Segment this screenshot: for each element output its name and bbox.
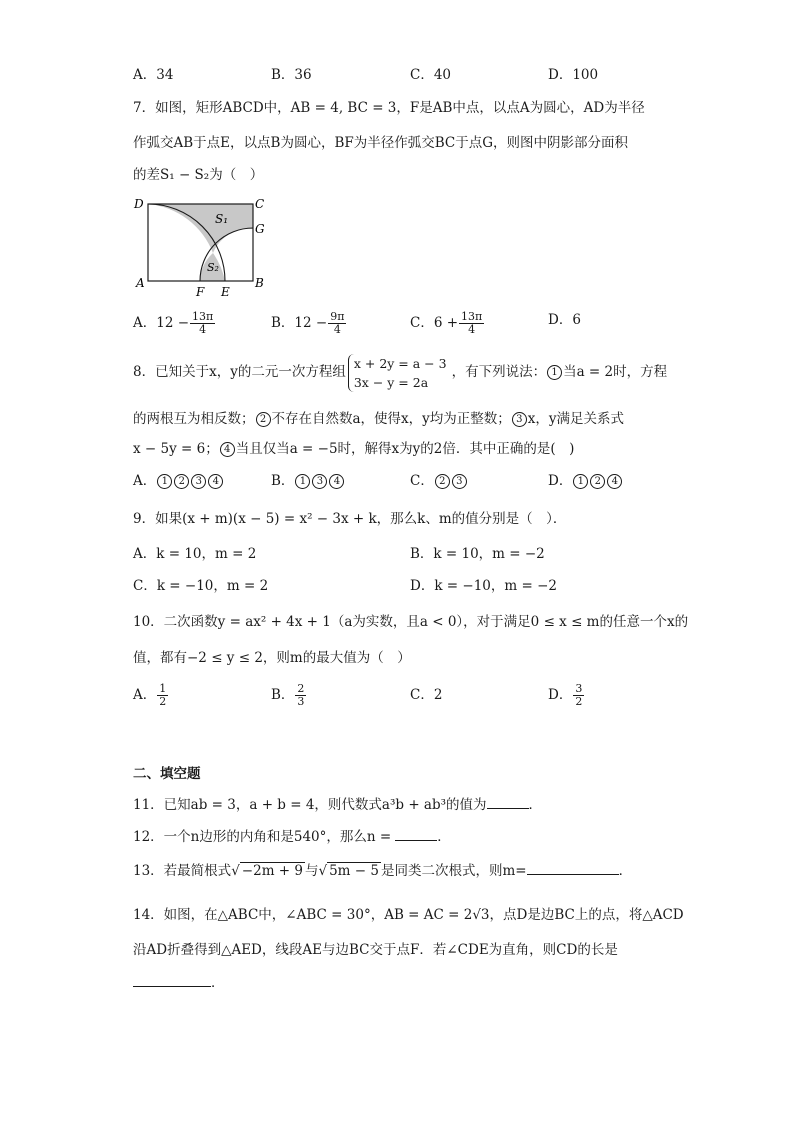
q6-option-c: C．40	[410, 67, 452, 83]
q10-option-a: A． $\frac{1}{2}$	[133, 682, 167, 708]
q8-option-a: A． 1 2 3 4	[133, 472, 224, 490]
label-c: C	[255, 197, 265, 211]
q13-answer-blank[interactable]	[527, 862, 619, 875]
q6-option-a: A．34	[133, 67, 174, 83]
q9-option-c: C．k = −10，m = 2	[133, 578, 269, 594]
q7-option-b: B．12 − $\frac{9\pi}{4}$	[271, 310, 345, 336]
q11-answer-blank[interactable]	[487, 796, 529, 809]
label-s2: S₂	[207, 261, 219, 274]
q13-stem: 13．若最简根式√ −2m + 9 与√ 5m − 5 是同类二次根式，则m= ．	[133, 863, 633, 879]
q8-stem-line-3: x − 5y = 6； 4 当且仅当a = −5时，解得x为y的2倍．其中正确的是( )	[133, 441, 575, 457]
label-a: A	[136, 276, 145, 290]
q14-stem-line-3: ．	[133, 974, 225, 992]
q14-stem-line-1: 14．如图，在△ABC中，∠ABC = 30°，AB = AC = 2√3，点D是边BC上的点，将△ACD	[133, 907, 684, 923]
q8-option-d: D． 1 2 4	[548, 472, 623, 490]
q8-stem-line-1: 8．已知关于x，y的二元一次方程组 x + 2y = a − 3 3x − y = 2a ，有下列说法： 1 当a = 2时，方程	[133, 355, 668, 390]
label-d: D	[134, 197, 144, 211]
q9-stem: 9．如果(x + m)(x − 5) = x² − 3x + k，那么k、m的值分别是（ ）．	[133, 511, 567, 527]
q8-stem-line-2: 的两根互为相反数； 2 不存在自然数a，使得x，y均为正整数； 3 x，y满足关系式	[133, 411, 625, 427]
q12-stem: 12．一个n边形的内角和是540°，那么n = ．	[133, 829, 451, 845]
q14-stem-line-2: 沿AD折叠得到△AED，线段AE与边BC交于点F．若∠CDE为直角，则CD的长是	[133, 942, 618, 958]
q10-option-b: B． $\frac{2}{3}$	[271, 682, 305, 708]
q11-stem: 11．已知ab = 3，a + b = 4，则代数式a³b + ab³的值为 ．	[133, 797, 543, 813]
q9-option-d: D．k = −10，m = −2	[410, 578, 557, 594]
q7-figure	[133, 195, 273, 297]
q12-answer-blank[interactable]	[395, 828, 437, 841]
label-s1: S₁	[215, 212, 229, 226]
section-title: 二、填空题	[133, 766, 201, 782]
q7-option-a: A．12 − $\frac{13\pi}{4}$	[133, 310, 214, 336]
q6-option-b: B．36	[271, 67, 312, 83]
q9-option-b: B．k = 10，m = −2	[410, 546, 545, 562]
q7-stem-line-2: 作弧交AB于点E，以点B为圆心，BF为半径作弧交BC于点G，则图中阴影部分面积	[133, 135, 629, 151]
q6-option-d: D．100	[548, 67, 599, 83]
shaded-region-s1	[148, 204, 253, 253]
q10-stem-line-2: 值，都有−2 ≤ y ≤ 2，则m的最大值为（ ）	[133, 650, 411, 666]
q10-option-d: D． $\frac{3}{2}$	[548, 682, 583, 708]
q14-answer-blank[interactable]	[133, 974, 211, 987]
q8-option-c: C． 2 3	[410, 472, 468, 490]
q9-option-a: A．k = 10，m = 2	[133, 546, 257, 562]
label-g: G	[255, 222, 265, 236]
q8-equation-system: x + 2y = a − 3 3x − y = 2a	[348, 354, 450, 392]
label-b: B	[255, 276, 264, 290]
label-e: E	[221, 285, 230, 297]
q7-stem-line-3: 的差S₁ − S₂为（ ）	[133, 167, 264, 183]
q8-option-b: B． 1 3 4	[271, 472, 345, 490]
label-f: F	[196, 285, 205, 297]
q7-stem-line-1: 7．如图，矩形ABCD中，AB = 4, BC = 3，F是AB中点，以点A为圆心，AD为半径	[133, 100, 645, 116]
q7-option-d: D．6	[548, 312, 581, 328]
q10-stem-line-1: 10．二次函数y = ax² + 4x + 1（a为实数，且a < 0），对于满足0 ≤ x ≤ m的任意一个x的	[133, 614, 689, 630]
q7-option-c: C．6 + $\frac{13\pi}{4}$	[410, 310, 483, 336]
q10-option-c: C．2	[410, 687, 443, 703]
